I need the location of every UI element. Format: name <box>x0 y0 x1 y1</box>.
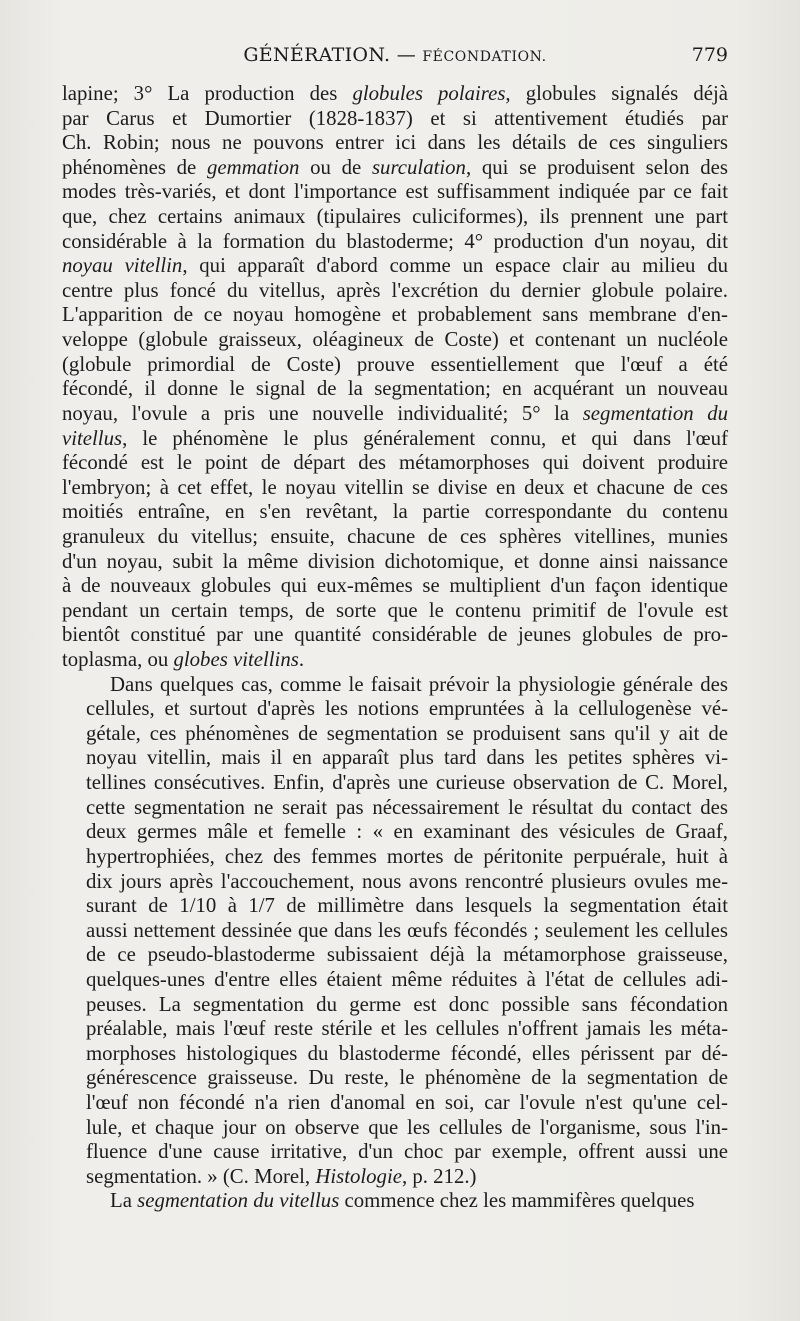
text-line <box>62 1042 728 1067</box>
text-run: considérable à la formation du blastoderme; 4° production d'un noyau, dit <box>62 229 728 253</box>
text-run: , qui se produisent selon des <box>465 155 728 179</box>
text-line <box>62 427 728 452</box>
text-line <box>62 1189 728 1214</box>
text-run: centre plus foncé du vitellus, après l'excrétion du dernier globule polaire. <box>62 278 728 302</box>
text-run: veloppe (globule graisseux, oléagineux de Coste) et contenant un nucléole <box>62 328 728 352</box>
text-run: , globules signalés déjà <box>505 82 728 105</box>
text-run: segmentation. » (C. Morel, <box>86 1164 316 1188</box>
text-line <box>62 328 728 353</box>
italic-term: globes vitellins <box>173 648 299 672</box>
text-run: Ch. Robin; nous ne pouvons entrer ici dans les détails de ces singuliers <box>62 131 728 155</box>
text-run: commence chez les mammifères quelques <box>339 1189 695 1213</box>
text-run: , qui apparaît d'abord comme un espace clair au milieu du <box>182 254 728 278</box>
text-run: phénomènes de <box>62 155 207 179</box>
text-line <box>62 402 728 427</box>
text-run: lule, et chaque jour on observe que les cellules de l'organisme, sous l'in- <box>86 1115 728 1139</box>
text-run: fécondé, il donne le signal de la segmentation; en acquérant un nouveau <box>62 377 728 401</box>
paragraph <box>62 1189 728 1214</box>
text-line <box>62 156 728 181</box>
page-header <box>62 40 728 74</box>
text-run: modes très-variés, et dont l'importance est suffisamment indiquée par ce fait <box>62 180 728 204</box>
text-line <box>62 648 728 673</box>
text-run: peuses. La segmentation du germe est donc possible sans fécondation <box>86 992 728 1016</box>
body-text <box>62 82 728 1214</box>
text-run: à de nouveaux globules qui eux-mêmes se multiplient d'un façon identique <box>62 574 728 598</box>
text-run: toplasma, ou <box>62 648 174 672</box>
text-line <box>62 697 728 722</box>
paragraph <box>62 82 728 673</box>
italic-term: vitellus <box>62 426 123 450</box>
text-run: surant de 1/10 à 1/7 de millimètre dans lesquels la segmentation était <box>86 894 728 918</box>
text-run: d'un noyau, subit la même division dichotomique, et donne ainsi naissance <box>62 549 728 573</box>
running-title-main: GÉNÉRATION. — <box>243 44 417 66</box>
text-line <box>62 796 728 821</box>
italic-term: globules polaires <box>352 82 506 105</box>
text-run: deux germes mâle et femelle : « en examinant des vésicules de Graaf, <box>86 820 728 844</box>
text-line <box>62 943 728 968</box>
text-line <box>62 525 728 550</box>
italic-term: gemmation <box>207 155 300 179</box>
text-line <box>62 771 728 796</box>
text-line <box>62 205 728 230</box>
text-line <box>62 500 728 525</box>
italic-term: segmentation du <box>582 401 729 425</box>
text-run: cette segmentation ne serait pas nécessairement le résultat du contact des <box>86 795 728 819</box>
text-run: quelques-unes d'entre elles étaient même réduites à l'état de cellules adi- <box>86 967 728 991</box>
text-run: hypertrophiées, chez des femmes mortes de péritonite perpuérale, huit à <box>86 844 728 868</box>
text-line <box>62 476 728 501</box>
text-line <box>62 230 728 255</box>
text-line <box>62 303 728 328</box>
text-run: l'œuf non fécondé n'a rien d'anomal en soi, car l'ovule n'est qu'une cel- <box>86 1090 728 1114</box>
text-run: bientôt constitué par une quantité considérable de jeunes globules de pro- <box>62 623 728 647</box>
text-run: cellules, et surtout d'après les notions empruntées à la cellulogenèse vé- <box>86 697 728 721</box>
text-line <box>62 968 728 993</box>
text-line <box>62 599 728 624</box>
text-run: tellines consécutives. Enfin, d'après une curieuse observation de C. Morel, <box>86 771 728 795</box>
text-run: fluence d'une cause irritative, d'un choc par exemple, offrent aussi une <box>86 1140 728 1164</box>
text-run: que, chez certains animaux (tipulaires culiciformes), ils prennent une part <box>62 205 728 229</box>
text-line <box>62 1017 728 1042</box>
text-run: générescence graisseuse. Du reste, le phénomène de la segmentation de <box>86 1066 728 1090</box>
text-run: , le phénomène le plus généralement connu, et qui dans l'œuf <box>122 426 728 450</box>
text-run: granuleux du vitellus; ensuite, chacune de ces sphères vitellines, munies <box>62 524 728 548</box>
italic-term: segmentation du vitellus <box>137 1189 340 1213</box>
text-line <box>62 82 728 107</box>
text-run: Dans quelques cas, comme le faisait prévoir la physiologie générale des <box>110 672 728 696</box>
text-line <box>62 377 728 402</box>
text-line <box>62 1066 728 1091</box>
text-line <box>62 1116 728 1141</box>
text-line <box>62 550 728 575</box>
text-run: par Carus et Dumortier (1828-1837) et si attentivement étudiés par <box>62 106 728 130</box>
text-line <box>62 894 728 919</box>
text-line <box>62 993 728 1018</box>
italic-term: surculation <box>371 155 466 179</box>
text-line <box>62 107 728 132</box>
text-line <box>62 673 728 698</box>
text-run: L'apparition de ce noyau homogène et probablement sans membrane d'en- <box>62 303 728 327</box>
text-run: gétale, ces phénomènes de segmentation se produisent sans qu'il y ait de <box>86 721 728 745</box>
text-run: lapine; 3° La production des <box>62 82 353 105</box>
text-line <box>62 254 728 279</box>
italic-term: Histologie <box>315 1164 402 1188</box>
text-run: dix jours après l'accouchement, nous avons rencontré plusieurs ovules me- <box>86 869 728 893</box>
text-line <box>62 870 728 895</box>
paragraph <box>62 673 728 1190</box>
text-line <box>62 820 728 845</box>
text-run: . <box>298 648 305 672</box>
text-run: aussi nettement dessinée que dans les œufs fécondés ; seulement les cellules <box>86 918 728 942</box>
text-line <box>62 722 728 747</box>
text-run: de ce pseudo-blastoderme subissaient déjà la métamorphose graisseuse, <box>86 943 728 967</box>
text-line <box>62 279 728 304</box>
text-line <box>62 353 728 378</box>
text-line <box>62 131 728 156</box>
page-number: 779 <box>691 44 728 66</box>
text-line <box>62 746 728 771</box>
text-line <box>62 1140 728 1165</box>
text-run: l'embryon; à cet effet, le noyau vitellin se divise en deux et chacune de ces <box>62 475 728 499</box>
text-run: moitiés entraîne, en s'en revêtant, la partie correspondante du contenu <box>62 500 728 524</box>
text-run: noyau vitellin, mais il en apparaît plus tard dans les petites sphères vi- <box>86 746 728 770</box>
text-run: (globule primordial de Coste) prouve essentiellement que l'œuf a été <box>62 352 728 376</box>
text-line <box>62 574 728 599</box>
text-run: , p. 212.) <box>401 1164 477 1188</box>
text-line <box>62 180 728 205</box>
text-line <box>62 1091 728 1116</box>
running-title <box>62 44 728 66</box>
text-run: préalable, mais l'œuf reste stérile et les cellules n'offrent jamais les méta- <box>86 1017 728 1041</box>
text-run: pendant un certain temps, de sorte que le contenu primitif de l'ovule est <box>62 598 728 622</box>
text-run: ou de <box>299 155 372 179</box>
text-line <box>62 1165 728 1190</box>
italic-term: noyau vitellin <box>62 254 183 278</box>
text-run: fécondé est le point de départ des métamorphoses qui doivent produire <box>62 451 728 475</box>
text-run: morphoses histologiques du blastoderme fécondé, elles périssent par dé- <box>86 1041 728 1065</box>
text-line <box>62 919 728 944</box>
text-run: noyau, l'ovule a pris une nouvelle individualité; 5° la <box>62 401 583 425</box>
text-run: La <box>110 1189 138 1213</box>
text-line <box>62 451 728 476</box>
text-line <box>62 845 728 870</box>
running-title-sub: FÉCONDATION. <box>422 49 547 65</box>
text-line <box>62 623 728 648</box>
